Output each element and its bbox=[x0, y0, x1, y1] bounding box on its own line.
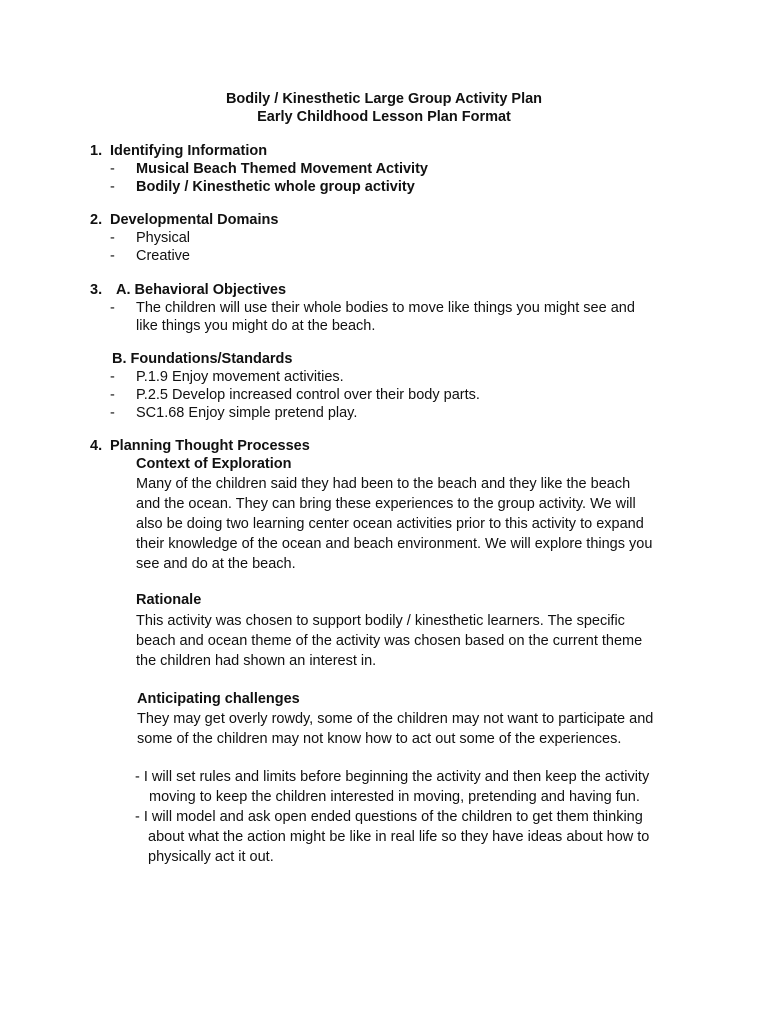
standard-text: P.2.5 Develop increased control over their body parts. bbox=[136, 387, 480, 403]
section-4-title: Planning Thought Processes bbox=[110, 438, 310, 454]
context-heading: Context of Exploration bbox=[136, 456, 292, 472]
dash-marker: - bbox=[110, 161, 115, 177]
paragraph-line: beach and ocean theme of the activity was chosen based on the current theme bbox=[136, 633, 643, 649]
objective-line-1: The children will use their whole bodies to move like things you might see and bbox=[136, 300, 635, 316]
dash-marker: - bbox=[110, 300, 115, 316]
strategy-line: - I will model and ask open ended questions of the children to get them thinking bbox=[135, 809, 643, 825]
paragraph-line: Many of the children said they had been to the beach and they like the beach bbox=[136, 476, 631, 492]
dash-marker: - bbox=[110, 230, 115, 246]
strategy-2 bbox=[135, 807, 649, 867]
strategy-line: - I will set rules and limits before beginning the activity and then keep the activity bbox=[135, 769, 650, 785]
section-2-heading bbox=[90, 211, 278, 229]
document-subtitle: Early Childhood Lesson Plan Format bbox=[257, 109, 511, 125]
section-4-heading bbox=[90, 437, 310, 455]
section-2-item-text: Creative bbox=[136, 248, 190, 264]
section-3-title-a: A. Behavioral Objectives bbox=[116, 282, 287, 298]
context-paragraph bbox=[136, 474, 696, 574]
section-1-title: Identifying Information bbox=[110, 143, 268, 159]
section-1-item-text: Bodily / Kinesthetic whole group activity bbox=[136, 179, 415, 195]
paragraph-line: and the ocean. They can bring these experiences to the group activity. We will bbox=[136, 496, 636, 512]
section-3-heading bbox=[90, 281, 286, 299]
rationale-paragraph bbox=[136, 611, 696, 671]
challenges-paragraph bbox=[137, 709, 697, 749]
standard-text: P.1.9 Enjoy movement activities. bbox=[136, 369, 344, 385]
dash-marker: - bbox=[110, 405, 115, 421]
paragraph-line: They may get overly rowdy, some of the children may not want to participate and bbox=[137, 711, 654, 727]
strategy-line: moving to keep the children interested in moving, pretending and having fun. bbox=[149, 789, 640, 805]
paragraph-line: also be doing two learning center ocean activities prior to this activity to expand bbox=[136, 516, 644, 532]
strategy-1 bbox=[135, 767, 649, 807]
paragraph-line: their knowledge of the ocean and beach environment. We will explore things you bbox=[136, 536, 653, 552]
section-2-title: Developmental Domains bbox=[110, 212, 279, 228]
paragraph-line: see and do at the beach. bbox=[136, 556, 296, 572]
dash-marker: - bbox=[110, 179, 115, 195]
standard-text: SC1.68 Enjoy simple pretend play. bbox=[136, 405, 358, 421]
section-3-heading-b: B. Foundations/Standards bbox=[112, 351, 293, 367]
challenges-heading: Anticipating challenges bbox=[137, 691, 300, 707]
strategy-line: physically act it out. bbox=[148, 849, 274, 865]
paragraph-line: some of the children may not know how to act out some of the experiences. bbox=[137, 731, 622, 747]
dash-marker: - bbox=[110, 387, 115, 403]
rationale-heading: Rationale bbox=[136, 592, 202, 608]
dash-marker: - bbox=[110, 369, 115, 385]
section-2-number: 2. bbox=[90, 212, 103, 228]
paragraph-line: This activity was chosen to support bodily / kinesthetic learners. The specific bbox=[136, 613, 625, 629]
section-1-number: 1. bbox=[90, 143, 103, 159]
paragraph-line: the children had shown an interest in. bbox=[136, 653, 377, 669]
section-1-heading bbox=[90, 142, 267, 160]
document-title: Bodily / Kinesthetic Large Group Activity Plan bbox=[225, 91, 543, 107]
section-4-number: 4. bbox=[90, 438, 103, 454]
strategy-line: about what the action might be like in real life so they have ideas about how to bbox=[148, 829, 650, 845]
section-2-item-text: Physical bbox=[136, 230, 190, 246]
objective-line-2: like things you might do at the beach. bbox=[136, 318, 376, 334]
section-3-number: 3. bbox=[90, 282, 103, 298]
section-1-item-text: Musical Beach Themed Movement Activity bbox=[136, 161, 428, 177]
dash-marker: - bbox=[110, 248, 115, 264]
